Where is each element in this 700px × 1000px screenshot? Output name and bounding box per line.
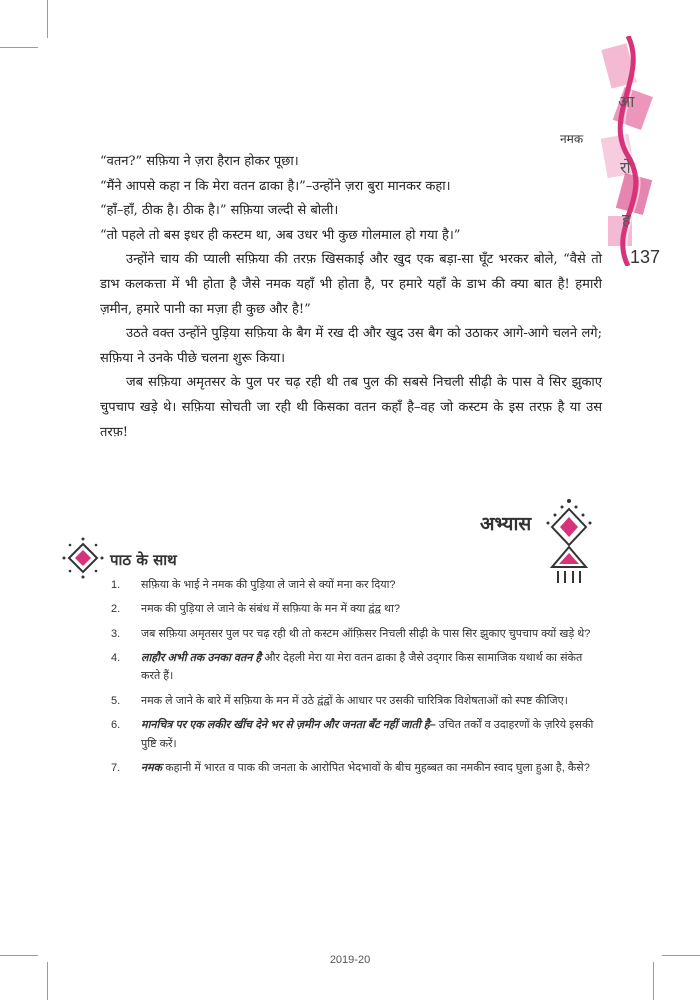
footer-year: 2019-20: [329, 954, 371, 966]
side-ribbon-decoration: [598, 36, 661, 267]
story-line: “वतन?” सफ़िया ने ज़रा हैरान होकर पूछा।: [100, 154, 299, 169]
question-number: 5.: [111, 694, 121, 707]
side-letter: रो: [620, 158, 631, 177]
question-text: जब सफ़िया अमृतसर पुल पर चढ़ रही थी तो कस्टम ऑफ़िसर निचली सीढ़ी के पास सिर झुकाए चुपचाप क्यों खड़े थे?: [141, 627, 591, 640]
question-item: [111, 716, 599, 753]
question-number: 4.: [111, 651, 121, 664]
story-line: “हाँ–हाँ, ठीक है। ठीक है।” सफ़िया जल्दी से बोली।: [100, 203, 339, 219]
section-subheading: पाठ के साथ: [110, 551, 177, 569]
question-number: 3.: [111, 627, 121, 640]
question-emphasis: मानचित्र पर एक लकीर खींच देने भर से ज़मीन और जनता बँट नहीं जाती है–: [141, 719, 436, 731]
question-emphasis: लाहौर अभी तक उनका वतन है: [141, 651, 262, 664]
story-paragraph: उन्होंने चाय की प्याली सफ़िया की तरफ़ खिसकाई और खुद एक बड़ा-सा घूँट भरकर बोले, “वैसे तो डाभ कलकत्ता में भी होता है जैसे नमक यहाँ भी होता है, पर हमारे यहाँ के डाभ की क्या बात है! हमारी ज़मीन, हमारे पानी का मज़ा ही कुछ और है!”: [100, 252, 602, 317]
question-text: और देहली मेरा या मेरा वतन ढाका है जैसे उद्‌गार किस सामाजिक यथार्थ का संकेत करते हैं।: [141, 651, 583, 683]
story-paragraph: जब सफ़िया अमृतसर के पुल पर चढ़ रही थी तब पुल की सबसे निचली सीढ़ी के पास वे सिर झुकाए चुपचाप खड़े थे। सफ़िया सोचती जा रही थी किसका वतन कहाँ है–वह जो कस्टम के इस तरफ़ है या उस तरफ़!: [100, 375, 602, 440]
question-number: 1.: [111, 579, 121, 591]
decorative-motif-icon: [540, 497, 598, 587]
side-letter: ह: [622, 210, 631, 229]
story-paragraph: उठते वक्त उन्होंने पुड़िया सफ़िया के बैग में रख दी और खुद उस बैग को उठाकर आगे-आगे चलने लगे; सफ़िया ने उनके पीछे चलना शुरू किया।: [100, 326, 602, 366]
question-text: कहानी में भारत व पाक की जनता के आरोपित भेदभावों के बीच मुहब्बत का नमकीन स्वाद घुला हुआ है, कैसे?: [162, 761, 590, 774]
crop-mark: [47, 0, 48, 38]
side-letter: आ: [618, 92, 635, 111]
question-item: [111, 625, 599, 644]
story-line: “तो पहले तो बस इधर ही कस्टम था, अब उधर भी कुछ गोलमाल हो गया है।”: [100, 227, 461, 243]
question-text: सफ़िया के भाई ने नमक की पुड़िया ले जाने से क्यों मना कर दिया?: [141, 579, 396, 591]
question-list: [111, 576, 599, 783]
chapter-title: नमक: [560, 132, 584, 146]
question-text: नमक ले जाने के बारे में सफ़िया के मन में उठे द्वंद्वों के आधार पर उसकी चारित्रिक विशेषताओं को स्पष्ट कीजिए।: [141, 694, 568, 707]
question-text: उचित तर्कों व उदाहरणों के ज़रिये इसकी पुष्टि करें।: [141, 719, 594, 750]
exercise-heading: अभ्यास: [480, 513, 532, 535]
story-text: [100, 150, 602, 445]
story-line: “मैंने आपसे कहा न कि मेरा वतन ढाका है।”–उन्होंने ज़रा बुरा मानकर कहा।: [100, 178, 451, 194]
question-text: नमक की पुड़िया ले जाने के संबंध में सफ़िया के मन में क्या द्वंद्व था?: [141, 603, 400, 616]
question-number: 2.: [111, 603, 121, 616]
crop-mark: [47, 962, 48, 1000]
decorative-motif-icon: [62, 537, 104, 579]
crop-mark: [0, 47, 38, 48]
question-emphasis: नमक: [141, 761, 163, 774]
crop-mark: [653, 962, 654, 1000]
question-item: [111, 600, 599, 619]
question-item: [111, 759, 599, 778]
page-number: 137: [630, 247, 661, 267]
question-item: [111, 576, 599, 595]
question-number: 6.: [111, 719, 121, 731]
question-number: 7.: [111, 761, 121, 774]
question-item: [111, 692, 599, 711]
question-item: [111, 649, 599, 686]
